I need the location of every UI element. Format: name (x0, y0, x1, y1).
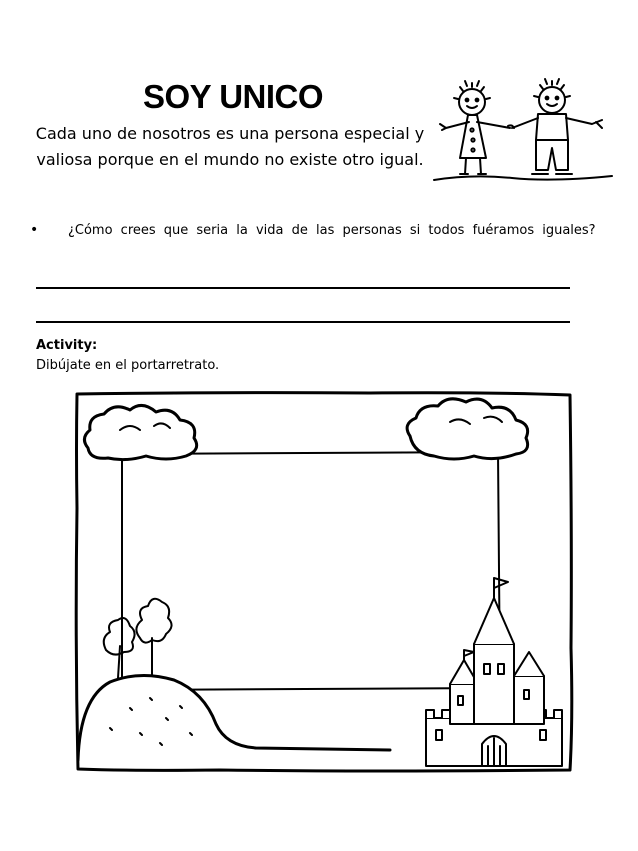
frame-drawing-area (122, 452, 500, 690)
answer-line-2[interactable] (36, 321, 570, 323)
worksheet-title: SOY UNICO (142, 78, 324, 115)
children-holding-hands-illustration (432, 78, 618, 188)
answer-line-1[interactable] (36, 287, 570, 289)
activity-instruction: Dibújate en el portarretrato. (36, 358, 220, 373)
reflection-question: ¿Cómo crees que seria la vida de las personas si todos fuéramos iguales? (68, 223, 596, 238)
picture-frame-illustration[interactable] (70, 388, 578, 778)
activity-label: Activity: (36, 338, 98, 353)
intro-text: Cada uno de nosotros es una persona especial y valiosa porque en el mundo no existe otro igual. (35, 124, 425, 169)
bullet-point: • (30, 222, 39, 238)
